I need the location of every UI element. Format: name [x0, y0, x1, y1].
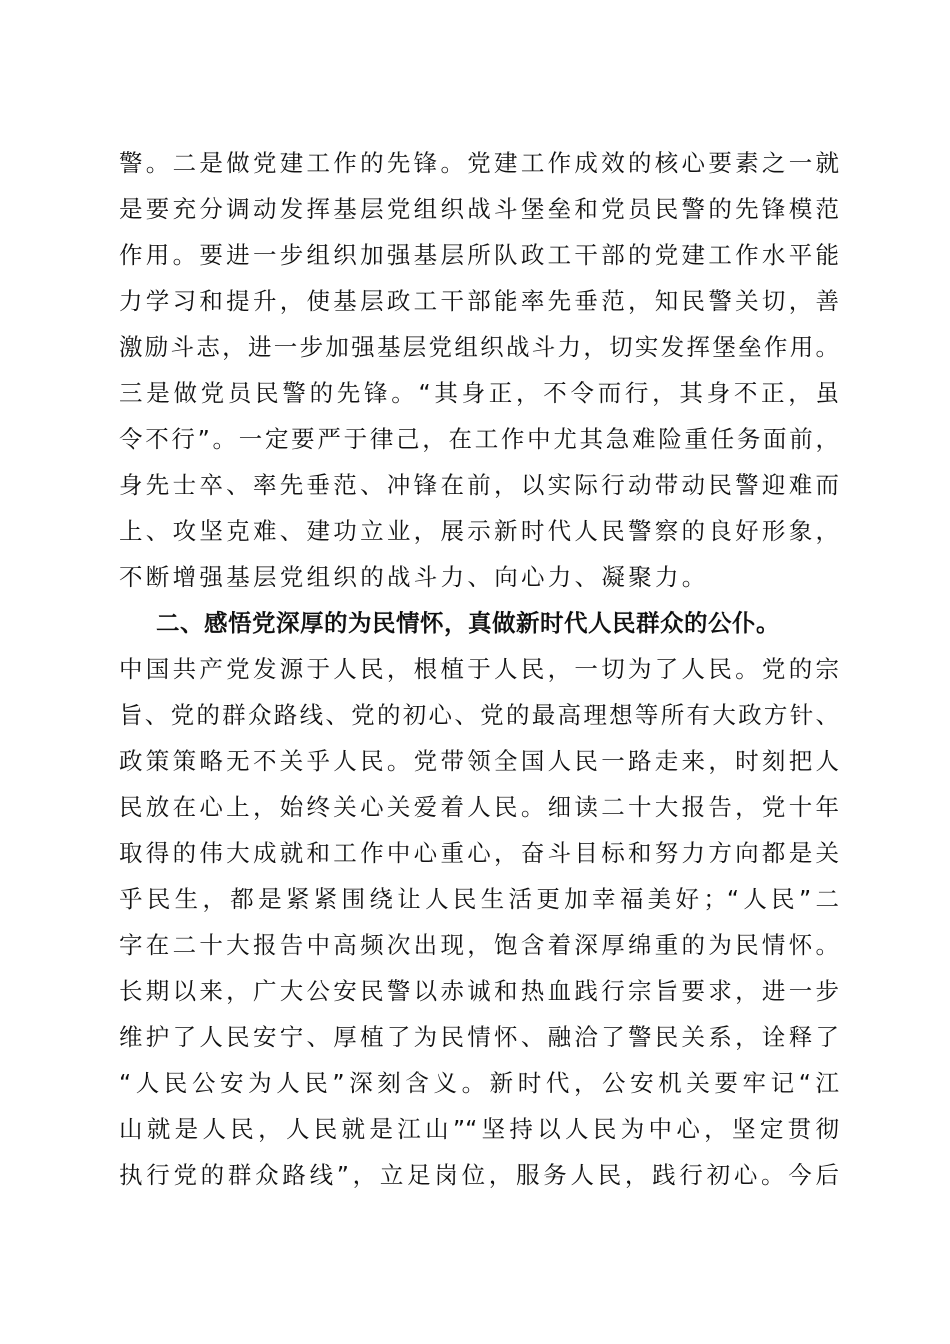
paragraph-line: 警。二是做党建工作的先锋。党建工作成效的核心要素之一就 [119, 149, 839, 177]
paragraph-line: 民放在心上，始终关心关爱着人民。细读二十大报告，党十年 [119, 793, 839, 821]
paragraph-line: 激励斗志，进一步加强基层党组织战斗力，切实发挥堡垒作用。 [119, 333, 839, 361]
paragraph-line: 令不行”。一定要严于律己，在工作中尤其急难险重任务面前， [119, 425, 839, 453]
paragraph-line: 维护了人民安宁、厚植了为民情怀、融洽了警民关系，诠释了 [119, 1023, 839, 1051]
paragraph-line: 长期以来，广大公安民警以赤诚和热血践行宗旨要求，进一步 [119, 977, 839, 1005]
paragraph-line: 乎民生，都是紧紧围绕让人民生活更加幸福美好；“人民”二 [119, 885, 839, 913]
paragraph-line: 三是做党员民警的先锋。“其身正，不令而行，其身不正，虽 [119, 379, 839, 407]
section-heading: 二、感悟党深厚的为民情怀，真做新时代人民群众的公仆。 [156, 609, 780, 637]
paragraph-line: 旨、党的群众路线、党的初心、党的最高理想等所有大政方针、 [119, 701, 839, 729]
paragraph-line: 上、攻坚克难、建功立业，展示新时代人民警察的良好形象， [119, 517, 839, 545]
paragraph-line: 是要充分调动发挥基层党组织战斗堡垒和党员民警的先锋模范 [119, 195, 839, 223]
paragraph-line: 政策策略无不关乎人民。党带领全国人民一路走来，时刻把人 [119, 747, 839, 775]
paragraph-line: 中国共产党发源于人民，根植于人民，一切为了人民。党的宗 [119, 655, 839, 683]
paragraph-line: 不断增强基层党组织的战斗力、向心力、凝聚力。 [119, 563, 709, 591]
paragraph-line: 力学习和提升，使基层政工干部能率先垂范，知民警关切，善 [119, 287, 839, 315]
paragraph-line: 身先士卒、率先垂范、冲锋在前，以实际行动带动民警迎难而 [119, 471, 839, 499]
paragraph-line: “人民公安为人民”深刻含义。新时代，公安机关要牢记“江 [119, 1069, 839, 1097]
paragraph-line: 执行党的群众路线”，立足岗位，服务人民，践行初心。今后 [119, 1161, 839, 1189]
paragraph-line: 字在二十大报告中高频次出现，饱含着深厚绵重的为民情怀。 [119, 931, 839, 959]
paragraph-line: 作用。要进一步组织加强基层所队政工干部的党建工作水平能 [119, 241, 839, 269]
paragraph-line: 取得的伟大成就和工作中心重心，奋斗目标和努力方向都是关 [119, 839, 839, 867]
paragraph-line: 山就是人民，人民就是江山”“坚持以人民为中心，坚定贯彻 [119, 1115, 839, 1143]
